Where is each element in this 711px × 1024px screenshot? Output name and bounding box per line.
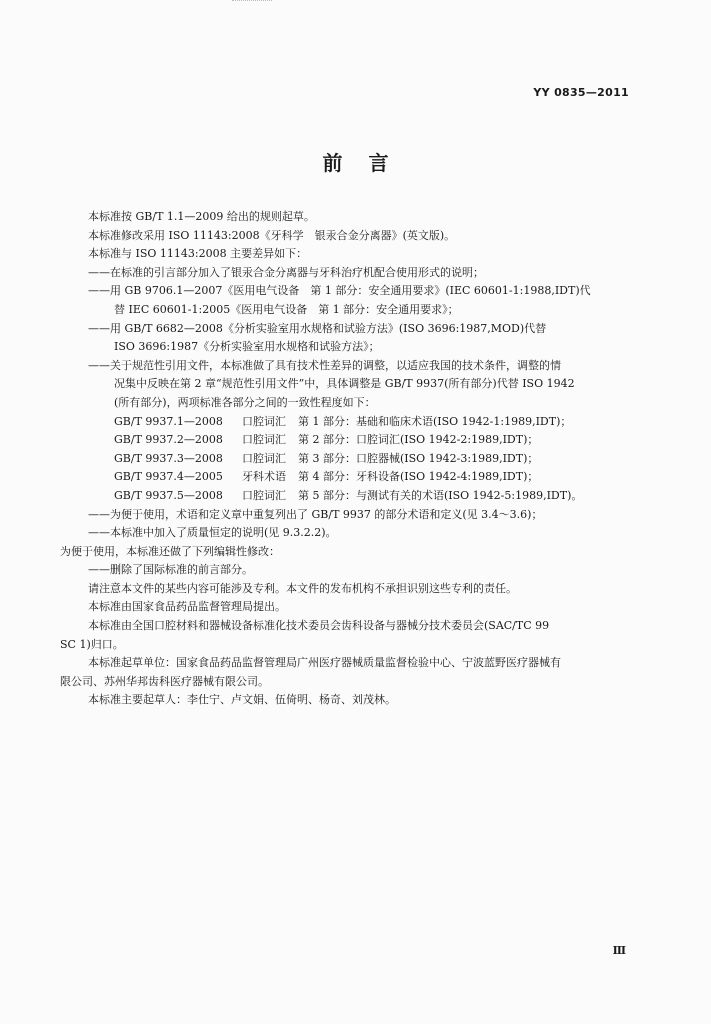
standard-name-cell: 口腔词汇 — [242, 433, 286, 447]
text-line: 本标准起草单位：国家食品药品监督管理局广州医疗器械质量监督检验中心、宁波蓝野医疗器械有 — [88, 656, 561, 670]
standard-code-cell: GB/T 9937.5—2008 — [114, 488, 223, 502]
page-title: 前言 — [322, 151, 415, 175]
standard-code-cell: GB/T 9937.2—2008 — [114, 433, 223, 447]
standard-code: YY 0835—2011 — [533, 86, 629, 99]
text-line: ——用 GB/T 6682—2008《分析实验室用水规格和试验方法》(ISO 3696:1987,MOD)代替 — [88, 321, 547, 335]
text-line: 本标准主要起草人：李仕宁、卢文娟、伍倚明、杨奇、刘茂林。 — [88, 693, 396, 707]
text-line: 本标准修改采用 ISO 11143:2008《牙科学 银汞合金分离器》(英文版)。 — [88, 228, 456, 242]
standard-name-cell: 口腔词汇 — [242, 414, 286, 428]
scan-artifact — [232, 0, 272, 7]
standard-part-cell: 第 3 部分：口腔器械(ISO 1942-3:1989,IDT)； — [298, 451, 539, 465]
text-line: 限公司、苏州华邦齿科医疗器械有限公司。 — [60, 674, 269, 688]
text-line: (所有部分)，两项标准各部分之间的一致性程度如下： — [114, 395, 376, 409]
standard-part-cell: 第 4 部分：牙科设备(ISO 1942-4:1989,IDT)； — [298, 470, 539, 484]
standard-row — [60, 468, 634, 487]
standard-part-cell: 第 2 部分：口腔词汇(ISO 1942-2:1989,IDT)； — [298, 433, 539, 447]
standard-name-cell: 口腔词汇 — [242, 451, 286, 465]
standard-name-cell: 口腔词汇 — [242, 488, 286, 502]
standard-name-cell: 牙科术语 — [242, 470, 286, 484]
standard-part-cell: 第 5 部分：与测试有关的术语(ISO 1942-5:1989,IDT)。 — [298, 488, 583, 502]
standard-row — [60, 487, 634, 506]
text-line: 替 IEC 60601-1:2005《医用电气设备 第 1 部分：安全通用要求》； — [114, 302, 459, 316]
text-line: ——在标准的引言部分加入了银汞合金分离器与牙科治疗机配合使用形式的说明； — [88, 265, 484, 279]
standard-code-cell: GB/T 9937.3—2008 — [114, 451, 223, 465]
text-line: 请注意本文件的某些内容可能涉及专利。本文件的发布机构不承担识别这些专利的责任。 — [88, 581, 517, 595]
standard-part-cell: 第 1 部分：基础和临床术语(ISO 1942-1:1989,IDT)； — [298, 414, 572, 428]
text-line: ——用 GB 9706.1—2007《医用电气设备 第 1 部分：安全通用要求》(IEC 60601-1:1988,IDT)代 — [88, 284, 591, 298]
standard-code-cell: GB/T 9937.4—2005 — [114, 470, 223, 484]
standard-code-cell: GB/T 9937.1—2008 — [114, 414, 223, 428]
text-line: 本标准与 ISO 11143:2008 主要差异如下： — [88, 247, 308, 261]
text-line: ——关于规范性引用文件，本标准做了具有技术性差异的调整，以适应我国的技术条件，调整的情 — [88, 358, 561, 372]
text-line: 况集中反映在第 2 章“规范性引用文件”中，具体调整是 GB/T 9937(所有部分)代替 ISO 1942 — [114, 377, 575, 391]
standard-row — [60, 413, 634, 432]
standards-table — [60, 413, 634, 506]
text-line: 本标准由国家食品药品监督管理局提出。 — [88, 600, 286, 614]
text-line: 为便于使用，本标准还做了下列编辑性修改： — [60, 544, 280, 558]
text-line: SC 1)归口。 — [60, 637, 124, 651]
text-line: ISO 3696:1987《分析实验室用水规格和试验方法》； — [114, 340, 380, 354]
standard-row — [60, 450, 634, 469]
text-line: 本标准由全国口腔材料和器械设备标准化技术委员会齿科设备与器械分技术委员会(SAC/TC 99 — [88, 619, 550, 633]
page-number: Ⅲ — [612, 944, 626, 957]
text-line: ——本标准中加入了质量恒定的说明(见 9.3.2.2)。 — [88, 526, 337, 540]
text-line: ——为便于使用，术语和定义章中重复列出了 GB/T 9937 的部分术语和定义(见 3.4～3.6)； — [88, 507, 543, 521]
foreword-body — [60, 208, 634, 710]
foreword-paragraphs — [60, 208, 634, 413]
text-line: 本标准按 GB/T 1.1—2009 给出的规则起草。 — [88, 210, 315, 223]
text-line: ——删除了国际标准的前言部分。 — [88, 563, 253, 577]
foreword-paragraphs-after — [60, 506, 634, 711]
standard-row — [60, 431, 634, 450]
